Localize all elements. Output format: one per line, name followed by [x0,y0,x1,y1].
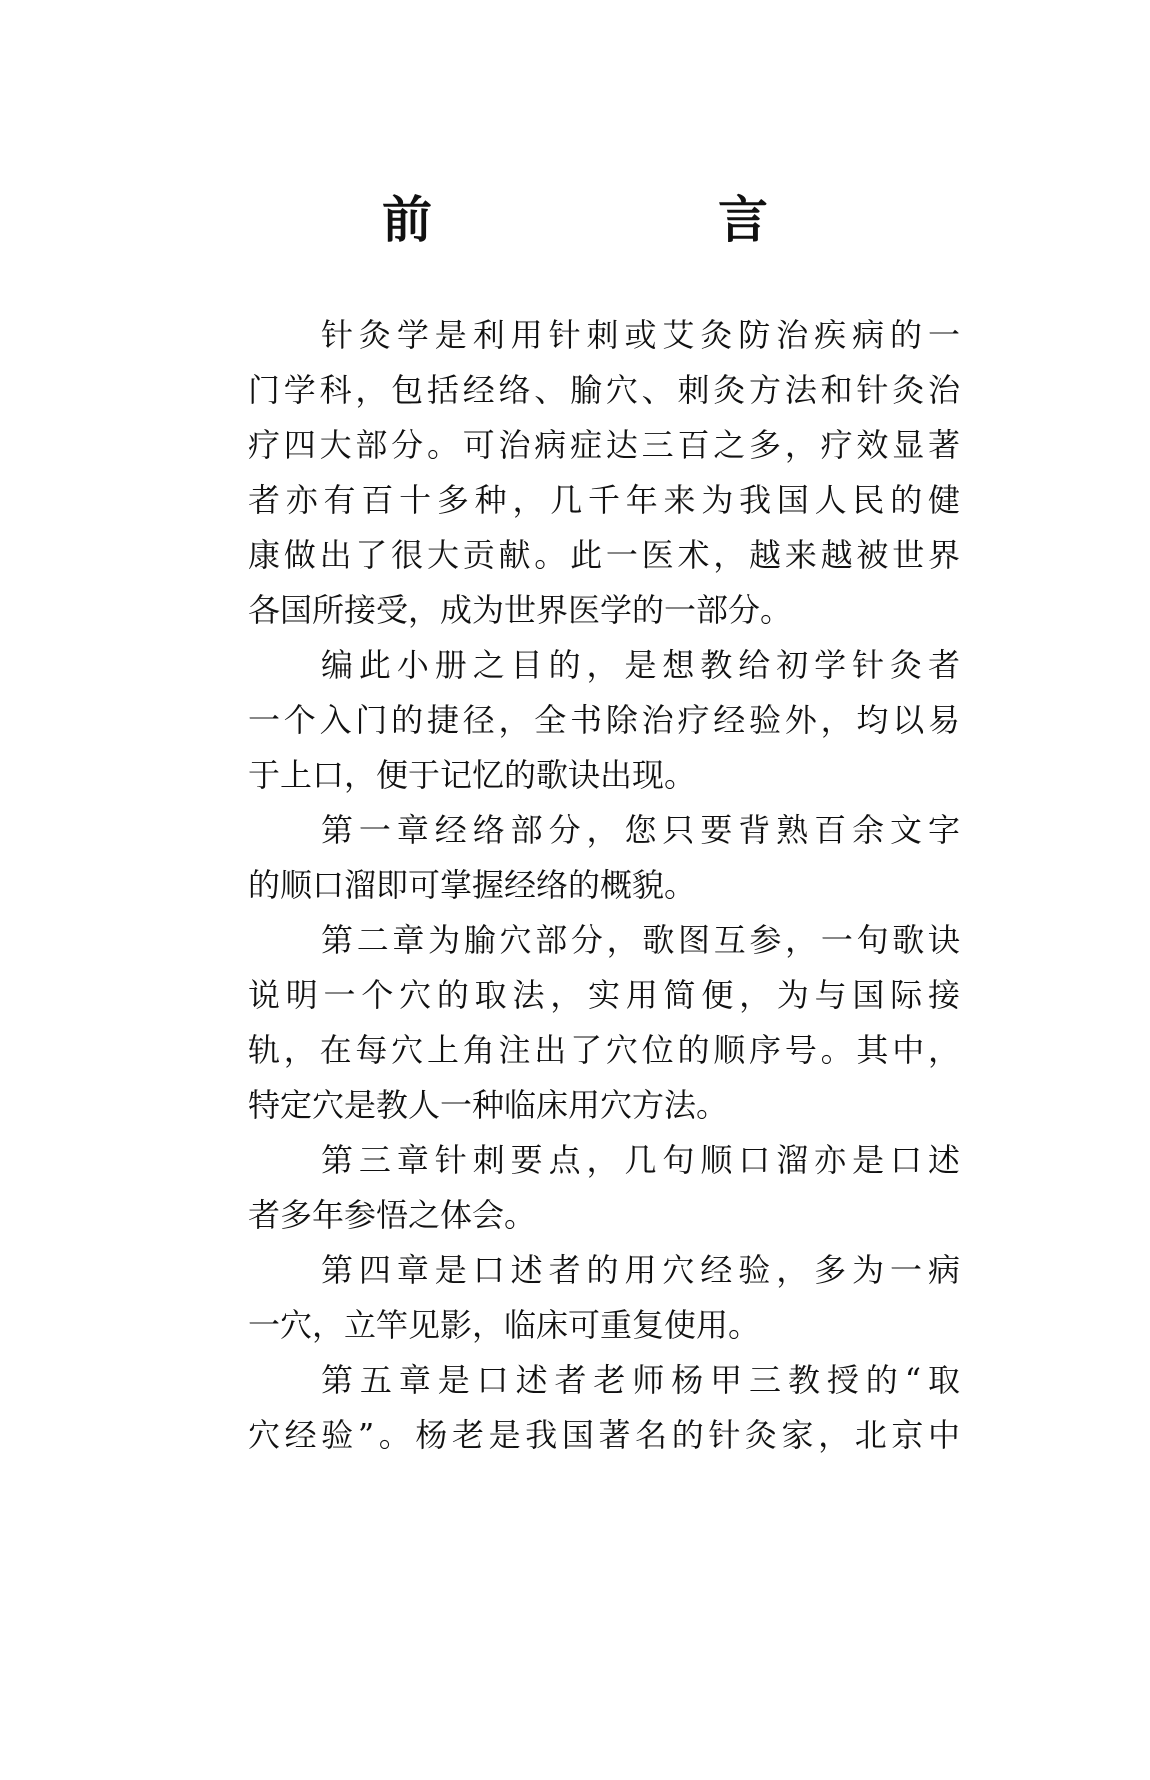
text-line: 针灸学是利用针刺或艾灸防治疾病的一 [321,316,960,354]
text-line: 的顺口溜即可掌握经络的概貌。 [248,866,697,904]
paragraph [248,638,960,803]
text-line: 编此小册之目的，是想教给初学针灸者 [321,646,960,684]
paragraph [248,913,960,1133]
paragraph [248,1133,960,1243]
text-line: 者亦有百十多种，几千年来为我国人民的健 [248,481,960,519]
text-line: 第二章为腧穴部分，歌图互参，一句歌诀 [321,921,960,959]
text-line: 一穴，立竿见影，临床可重复使用。 [248,1306,761,1344]
text-line: 门学科，包括经络、腧穴、刺灸方法和针灸治 [248,371,960,409]
text-line: 第四章是口述者的用穴经验，多为一病 [321,1251,960,1289]
text-line: 第一章经络部分，您只要背熟百余文字 [321,811,960,849]
paragraph [248,803,960,913]
text-line: 第三章针刺要点，几句顺口溜亦是口述 [321,1141,960,1179]
paragraph [248,1353,960,1463]
text-line: 一个入门的捷径，全书除治疗经验外，均以易 [248,701,960,739]
text-line: 各国所接受，成为世界医学的一部分。 [248,591,793,629]
paragraph [248,1243,960,1353]
text-line: 穴经验”。杨老是我国著名的针灸家，北京中 [248,1416,960,1454]
text-line: 说明一个穴的取法，实用简便，为与国际接 [248,976,960,1014]
page-title: 前 言 [382,191,886,249]
text-line: 于上口，便于记忆的歌诀出现。 [248,756,697,794]
text-line: 者多年参悟之体会。 [248,1196,537,1234]
text-line: 轨，在每穴上角注出了穴位的顺序号。其中， [248,1031,960,1069]
text-line: 康做出了很大贡献。此一医术，越来越被世界 [248,536,960,574]
paragraph [248,308,960,638]
text-line: 疗四大部分。可治病症达三百之多，疗效显著 [248,426,960,464]
text-line: 特定穴是教人一种临床用穴方法。 [248,1086,729,1124]
text-line: 第五章是口述者老师杨甲三教授的“取 [321,1361,960,1399]
preface-body [248,308,960,1463]
